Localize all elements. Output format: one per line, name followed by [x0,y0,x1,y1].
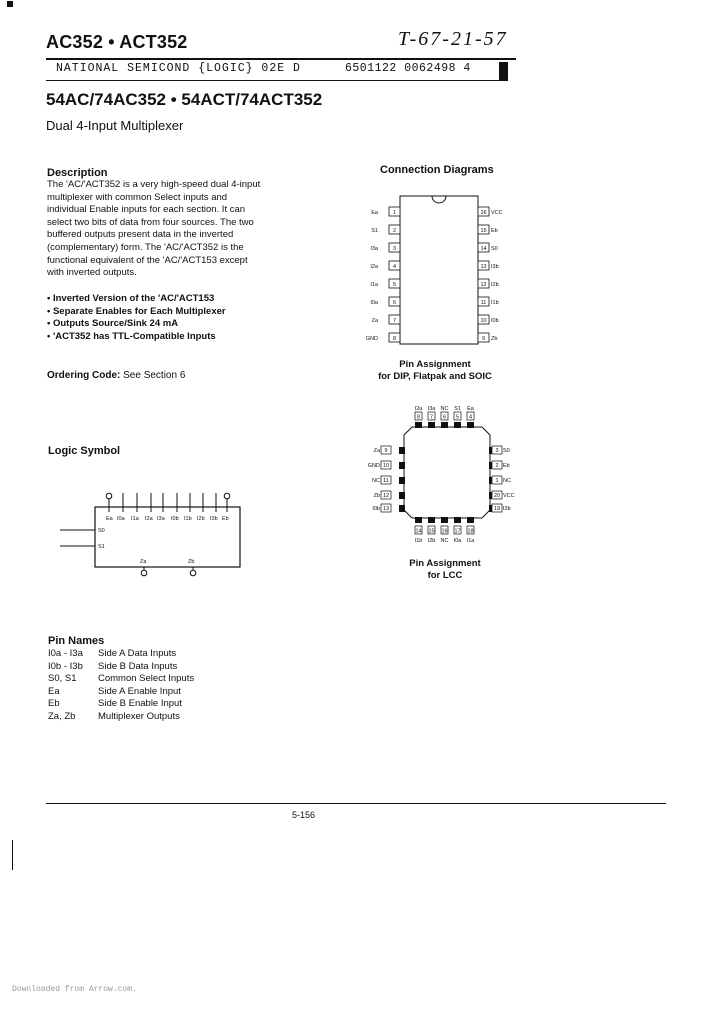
lcc-top-number: 7 [429,414,434,421]
description-line: functional equivalent of the 'AC/'ACT153 except [47,254,248,266]
pin-name: Za, Zb [48,710,76,722]
dip-pin-number: 12 [480,282,487,288]
page-number: 5-156 [292,810,316,820]
logic-pin-label: Eb [222,516,229,522]
lcc-pad [415,517,422,523]
pin-names-row [48,648,194,661]
dip-pin-number: 6 [392,300,397,306]
lcc-pad [467,422,474,428]
lcc-left-label: Zb [373,493,380,499]
dip-pin-number: 9 [481,336,486,342]
lcc-left-label: Za [373,448,380,454]
pin-desc: Common Select Inputs [98,673,195,685]
dip-pin-label: Eb [491,228,498,234]
lcc-left-label: I0b [372,506,380,512]
pin-names-table [48,648,194,724]
lcc-top-label: NC [440,406,449,412]
logic-pin-label: I0b [171,516,179,522]
description-line: multiplexer with common Select inputs and [47,191,228,203]
description-line: (complementary) form. The 'AC/'ACT352 is the [47,241,244,253]
lcc-right-label: VCC [503,493,515,499]
logic-symbol-heading: Logic Symbol [48,445,121,457]
ordering-value: See Section 6 [123,370,186,381]
stamp-line-right: 6501122 0062498 4 [345,62,471,75]
feature-item: • Separate Enables for Each Multiplexer [47,305,226,317]
lcc-left-number: 9 [384,448,388,454]
description-line: buffered outputs present data in the inverted [47,229,234,241]
feature-list [47,293,226,343]
lcc-bottom-number: 17 [454,528,461,535]
lcc-right-number: 19 [493,506,501,512]
lcc-diagram [360,400,520,550]
lcc-top-label: S1 [454,406,461,412]
pin-names-row [48,686,194,699]
pin-desc: Side A Enable Input [98,685,181,697]
dip-pin-number: 3 [392,246,397,252]
dip-caption-line2: for DIP, Flatpak and SOIC [378,371,492,382]
pin-desc: Side B Data Inputs [98,660,178,672]
pin-name: Ea [48,685,60,697]
lcc-right-number: 2 [495,463,499,469]
logic-pin-label: I2b [197,516,205,522]
lcc-bottom-number: 15 [428,528,435,535]
description-heading: Description [47,167,108,179]
lcc-right-label: S0 [503,448,510,454]
dip-pin-number: 13 [480,264,487,270]
dip-pin-label: I2b [491,282,499,288]
dip-pin-label: I0a [370,300,378,306]
dip-pin-label: I3b [491,264,499,270]
lcc-bottom-label: I1a [466,538,475,544]
lcc-pad [399,462,405,469]
lcc-bottom-number: 18 [467,528,474,535]
dip-pin-number: 7 [392,318,397,324]
lcc-top-number: 4 [468,414,473,421]
dip-pin-label: GND [365,336,378,342]
logic-pin-label: Ea [106,516,113,522]
main-title: 54AC/74AC352 • 54ACT/74ACT352 [46,90,323,109]
lcc-right-label: NC [503,478,511,484]
logic-output-label: Zb [188,559,195,565]
pin-desc: Side A Data Inputs [98,648,177,659]
lcc-top-number: 8 [416,414,421,421]
ordering-label: Ordering Code: [47,370,121,381]
description-line: The 'AC/'ACT352 is a very high-speed dual 4-input [47,179,261,190]
dip-pin-number: 10 [480,318,487,324]
logic-pin-label: I1b [184,516,192,522]
footer-rule [46,803,666,804]
dip-pin-label: I0b [491,318,499,324]
pin-desc: Side B Enable Input [98,698,182,710]
pin-names-heading: Pin Names [48,635,105,647]
ordering-code [47,370,185,381]
lcc-top-number: 5 [455,414,460,421]
lcc-bottom-label: I0a [453,538,462,544]
dip-pin-number: 4 [392,264,397,270]
dip-pin-label: S0 [491,246,498,252]
corner-mark [7,1,13,7]
lcc-pad [441,517,448,523]
logic-pin-label: I1a [131,516,139,522]
lcc-caption-line2: for LCC [427,570,463,581]
description-line: individual Enable inputs for each section. It can [47,204,246,216]
feature-item: • Outputs Source/Sink 24 mA [47,318,179,330]
lcc-pad [441,422,448,428]
logic-symbol-diagram [60,485,260,585]
dip-pin-number: 1 [392,210,397,216]
watermark: Downloaded from Arrow.com. [12,985,137,994]
lcc-bottom-label: I2b [427,538,436,544]
dip-pin-number: 14 [480,246,487,252]
dip-pin-number: 15 [480,228,487,234]
dip-caption-line1: Pin Assignment [399,359,471,370]
pin-name: S0, S1 [48,673,77,685]
lcc-caption-line1: Pin Assignment [409,558,481,569]
lcc-caption [380,558,510,582]
lcc-right-label: Eb [503,463,510,469]
pin-name: I0a - I3a [48,648,83,659]
lcc-right-label: I3b [503,506,511,512]
lcc-pad [454,422,461,428]
dip-pin-number: 8 [392,336,397,342]
lcc-pad [467,517,474,523]
lcc-top-label: I3a [427,406,436,412]
dip-caption [360,359,510,383]
logic-pin-label: I3a [157,516,165,522]
dip-pin-number: 11 [480,300,487,306]
logic-output-label: Za [140,559,147,565]
lcc-left-number: 13 [382,506,390,512]
lcc-right-number: 1 [495,478,499,484]
pin-name: I0b - I3b [48,660,83,672]
description-text [47,179,307,280]
lcc-pad [428,422,435,428]
feature-item: • Inverted Version of the 'AC/'ACT153 [47,293,215,304]
dip-pin-label: Za [371,318,378,324]
logic-select-label: S1 [98,544,105,550]
product-title: AC352 • ACT352 [46,32,188,52]
lcc-pad [399,477,405,484]
lcc-bottom-label: I1b [414,538,423,544]
lcc-left-number: 12 [382,493,390,499]
margin-mark [12,840,13,870]
pin-desc: Multiplexer Outputs [98,710,180,722]
lcc-pad [399,505,405,512]
feature-item: • 'ACT352 has TTL-Compatible Inputs [47,330,216,342]
dip-diagram [360,190,520,350]
dip-pin-number: 2 [392,228,397,234]
lcc-top-label: I2a [414,406,423,412]
dip-pin-label: I1a [370,282,378,288]
lcc-pad [415,422,422,428]
pin-name: Eb [48,698,60,710]
pin-names-row [48,698,194,711]
stamp-block [499,62,508,80]
lcc-pad [428,517,435,523]
lcc-pad [399,447,405,454]
lcc-left-number: 11 [383,478,389,484]
pin-names-row [48,661,194,674]
lcc-bottom-number: 14 [415,528,422,535]
lcc-left-number: 10 [382,463,390,469]
lcc-top-number: 6 [442,414,447,421]
description-line: select two bits of data from four sources. The two [47,216,254,228]
lcc-bottom-label: NC [440,538,449,544]
stamp-line-left: NATIONAL SEMICOND {LOGIC} 02E D [56,62,301,75]
logic-select-label: S0 [98,528,105,534]
lcc-bottom-number: 16 [441,528,448,535]
header-bottom-rule [46,80,508,81]
dip-pin-label: I2a [370,264,378,270]
dip-pin-label: I3a [370,246,378,252]
header-top-rule [46,58,516,60]
description-line: with inverted outputs. [47,267,137,279]
logic-pin-label: I2a [145,516,153,522]
dip-pin-label: Zb [491,336,498,342]
pin-names-row [48,673,194,686]
dip-pin-label: I1b [491,300,499,306]
lcc-left-label: NC [372,478,380,484]
dip-pin-label: S1 [371,228,378,234]
logic-pin-label: I0a [117,516,125,522]
lcc-right-number: 3 [495,448,499,454]
connection-heading: Connection Diagrams [380,164,494,176]
handwritten-code: T-67-21-57 [398,28,508,50]
subtitle: Dual 4-Input Multiplexer [46,118,184,133]
lcc-pad [454,517,461,523]
dip-pin-label: Ea [371,210,378,216]
lcc-left-label: GND [367,463,380,469]
lcc-right-number: 20 [493,493,501,499]
dip-pin-number: 16 [480,210,487,216]
dip-pin-number: 5 [392,282,397,288]
lcc-top-label: Ea [467,406,474,412]
lcc-pad [399,492,405,499]
pin-names-row [48,711,194,724]
dip-pin-label: VCC [491,210,503,216]
logic-pin-label: I3b [210,516,218,522]
